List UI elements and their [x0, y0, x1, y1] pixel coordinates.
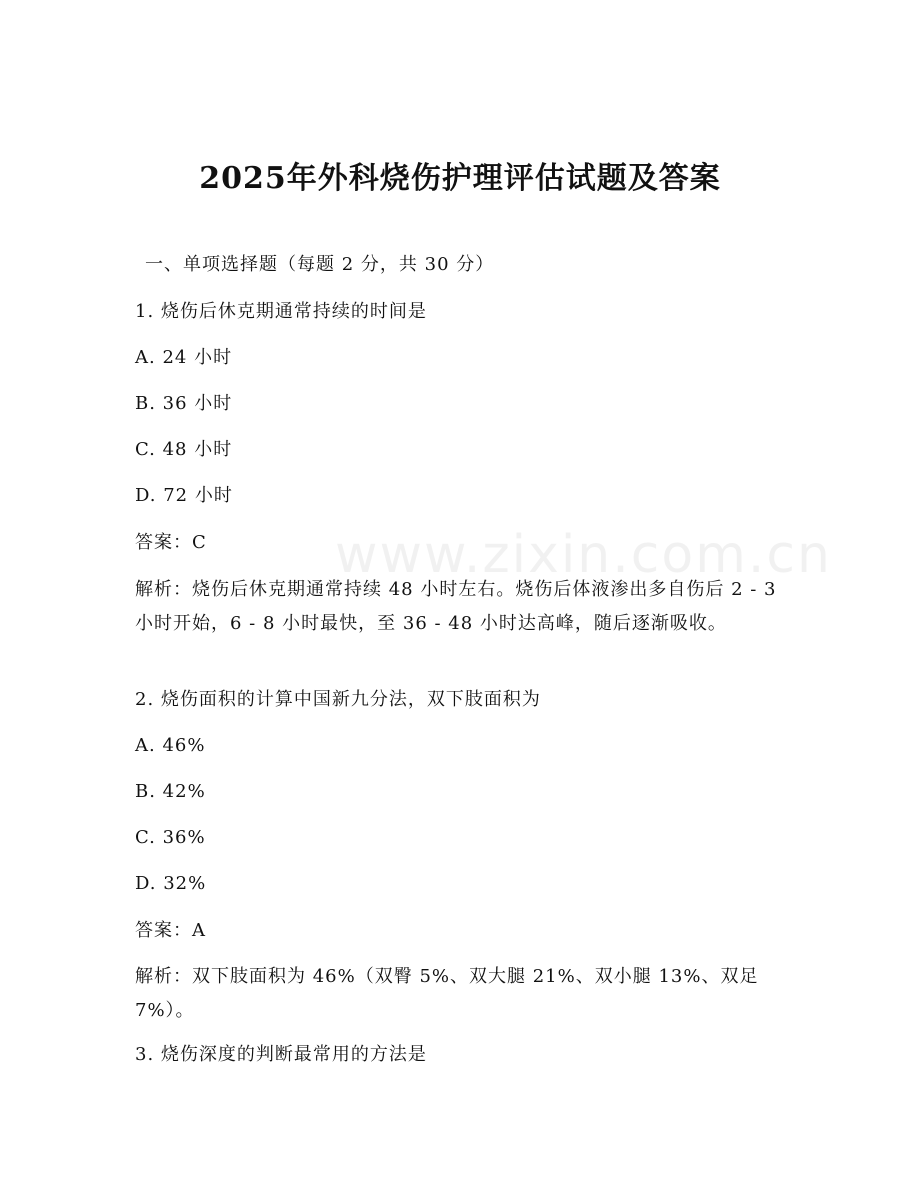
- question-2-option-d: D. 32%: [135, 873, 207, 894]
- question-2-analysis: 解析：双下肢面积为 46%（双臀 5%、双大腿 21%、双小腿 13%、双足 7%）。: [135, 966, 759, 1021]
- question-1-option-c: C. 48 小时: [135, 439, 233, 460]
- question-1-option-b: B. 36 小时: [135, 393, 233, 414]
- question-2-stem: 2. 烧伤面积的计算中国新九分法，双下肢面积为: [135, 689, 541, 710]
- question-2-answer: 答案：A: [135, 920, 206, 941]
- question-1-analysis: 解析：烧伤后休克期通常持续 48 小时左右。烧伤后体液渗出多自伤后 2 - 3 小时开始，6 - 8 小时最快，至 36 - 48 小时达高峰，随后逐渐吸收。: [135, 579, 777, 634]
- section-heading: 一、单项选择题（每题 2 分，共 30 分）: [145, 254, 495, 275]
- question-2-option-a: A. 46%: [135, 735, 206, 756]
- question-3-stem: 3. 烧伤深度的判断最常用的方法是: [135, 1044, 427, 1065]
- question-2-option-c: C. 36%: [135, 827, 206, 848]
- question-1-option-d: D. 72 小时: [135, 485, 233, 506]
- question-2-option-b: B. 42%: [135, 781, 206, 802]
- watermark: www.zixin.com.cn: [335, 525, 832, 585]
- question-1-option-a: A. 24 小时: [135, 347, 233, 368]
- question-1-stem: 1. 烧伤后休克期通常持续的时间是: [135, 301, 427, 322]
- document-title: 2025年外科烧伤护理评估试题及答案: [199, 161, 721, 196]
- question-1-answer: 答案：C: [135, 532, 207, 553]
